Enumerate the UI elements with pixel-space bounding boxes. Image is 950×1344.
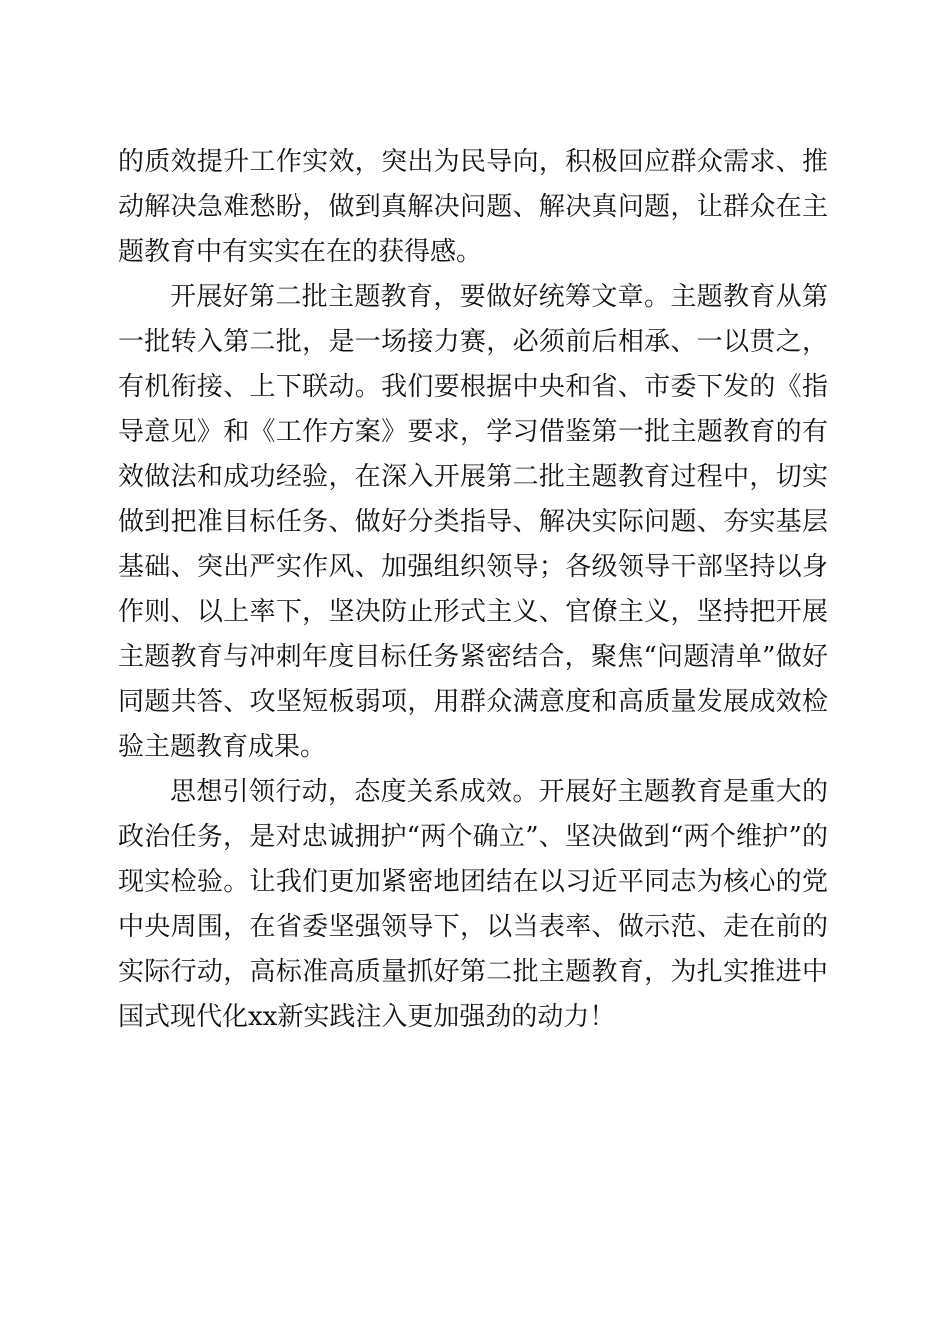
paragraph-coordination: 开展好第二批主题教育，要做好统筹文章。主题教育从第一批转入第二批，是一场接力赛，必须前后相承、一以贯之，有机衔接、上下联动。我们要根据中央和省、市委下发的《指导意见》和《工作方案》要求，学习借鉴第一批主题教育的有效做法和成功经验，在深入开展第二批主题教育过程中，切实做到把准目标任务、做好分类指导、解决实际问题、夯实基层基础、突出严实作风、加强组织领导；各级领导干部坚持以身作则、以上率下，坚决防止形式主义、官僚主义，坚持把开展主题教育与冲刺年度目标任务紧密结合，聚焦“问题清单”做好同题共答、攻坚短板弱项，用群众满意度和高质量发展成效检验主题教育成果。 [118,282,828,762]
document-body [118,140,828,1040]
paragraph-continuation: 的质效提升工作实效，突出为民导向，积极回应群众需求、推动解决急难愁盼，做到真解决问题、解决真问题，让群众在主题教育中有实实在在的获得感。 [118,147,828,267]
paragraph-conclusion: 思想引领行动，态度关系成效。开展好主题教育是重大的政治任务，是对忠诚拥护“两个确立”、坚决做到“两个维护”的现实检验。让我们更加紧密地团结在以习近平同志为核心的党中央周围，在省委坚强领导下，以当表率、做示范、走在前的实际行动，高标准高质量抓好第二批主题教育，为扎实推进中国式现代化xx新实践注入更加强劲的动力！ [118,777,828,1032]
